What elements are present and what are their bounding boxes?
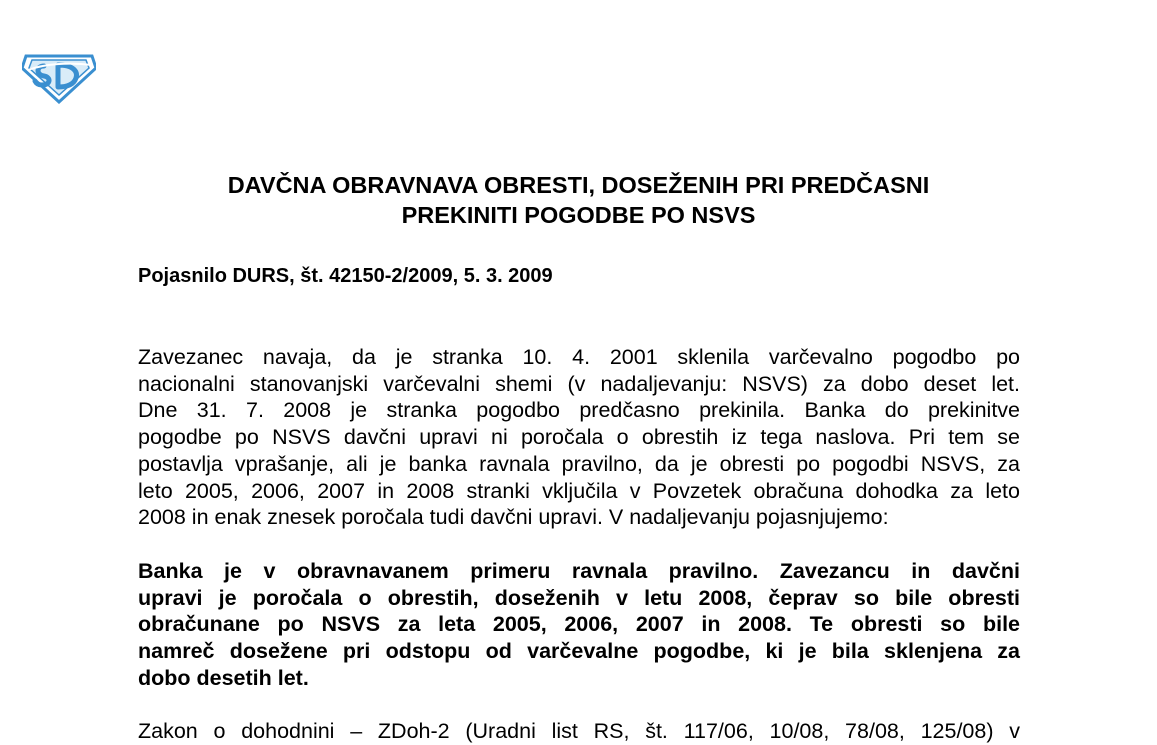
- title-line: DAVČNA OBRAVNAVA OBRESTI, DOSEŽENIH PRI PREDČASNI: [227, 172, 930, 198]
- text-line: postavlja vprašanje, ali je banka ravnala pravilno, da je obresti po pogodbi NSVS, za: [138, 451, 1020, 476]
- text-line: Zavezanec navaja, da je stranka 10. 4. 2001 sklenila varčevalno pogodbo po: [138, 345, 1020, 369]
- text-line: Zakon o dohodnini – ZDoh-2 (Uradni list RS, št. 117/06, 10/08, 78/08, 125/08) v: [138, 719, 1020, 743]
- document-title: [0, 170, 1157, 230]
- company-logo: [22, 48, 96, 104]
- document-subtitle: Pojasnilo DURS, št. 42150-2/2009, 5. 3. 2009: [138, 265, 553, 287]
- text-line: nacionalni stanovanjski varčevalni shemi (v nadaljevanju: NSVS) za dobo deset let.: [138, 371, 1020, 396]
- paragraph-law: [138, 718, 1020, 745]
- text-line: pogodbe po NSVS davčni upravi ni poročala o obrestih iz tega naslova. Pri tem se: [138, 425, 1020, 450]
- text-line: 2008 in enak znesek poročala tudi davčni upravi. V nadaljevanju pojasnjujemo:: [138, 505, 889, 530]
- text-line: obračunane po NSVS za leta 2005, 2006, 2007 in 2008. Te obresti so bile: [138, 612, 1020, 637]
- paragraph-intro: [138, 344, 1020, 531]
- sd-logo-icon: [22, 48, 96, 104]
- text-line: leto 2005, 2006, 2007 in 2008 stranki vključila v Povzetek obračuna dohodka za leto: [138, 478, 1020, 503]
- text-line: Dne 31. 7. 2008 je stranka pogodbo predčasno prekinila. Banka do prekinitve: [138, 398, 1020, 423]
- text-line: dobo desetih let.: [138, 665, 309, 690]
- text-line: upravi je poročala o obrestih, doseženih v letu 2008, čeprav so bile obresti: [138, 585, 1020, 610]
- text-line: Banka je v obravnavanem primeru ravnala pravilno. Zavezancu in davčni: [138, 559, 1020, 583]
- paragraph-answer: [138, 558, 1020, 692]
- title-line: PREKINITI POGODBE PO NSVS: [401, 202, 756, 228]
- text-line: namreč dosežene pri odstopu od varčevalne pogodbe, ki je bila sklenjena za: [138, 639, 1020, 664]
